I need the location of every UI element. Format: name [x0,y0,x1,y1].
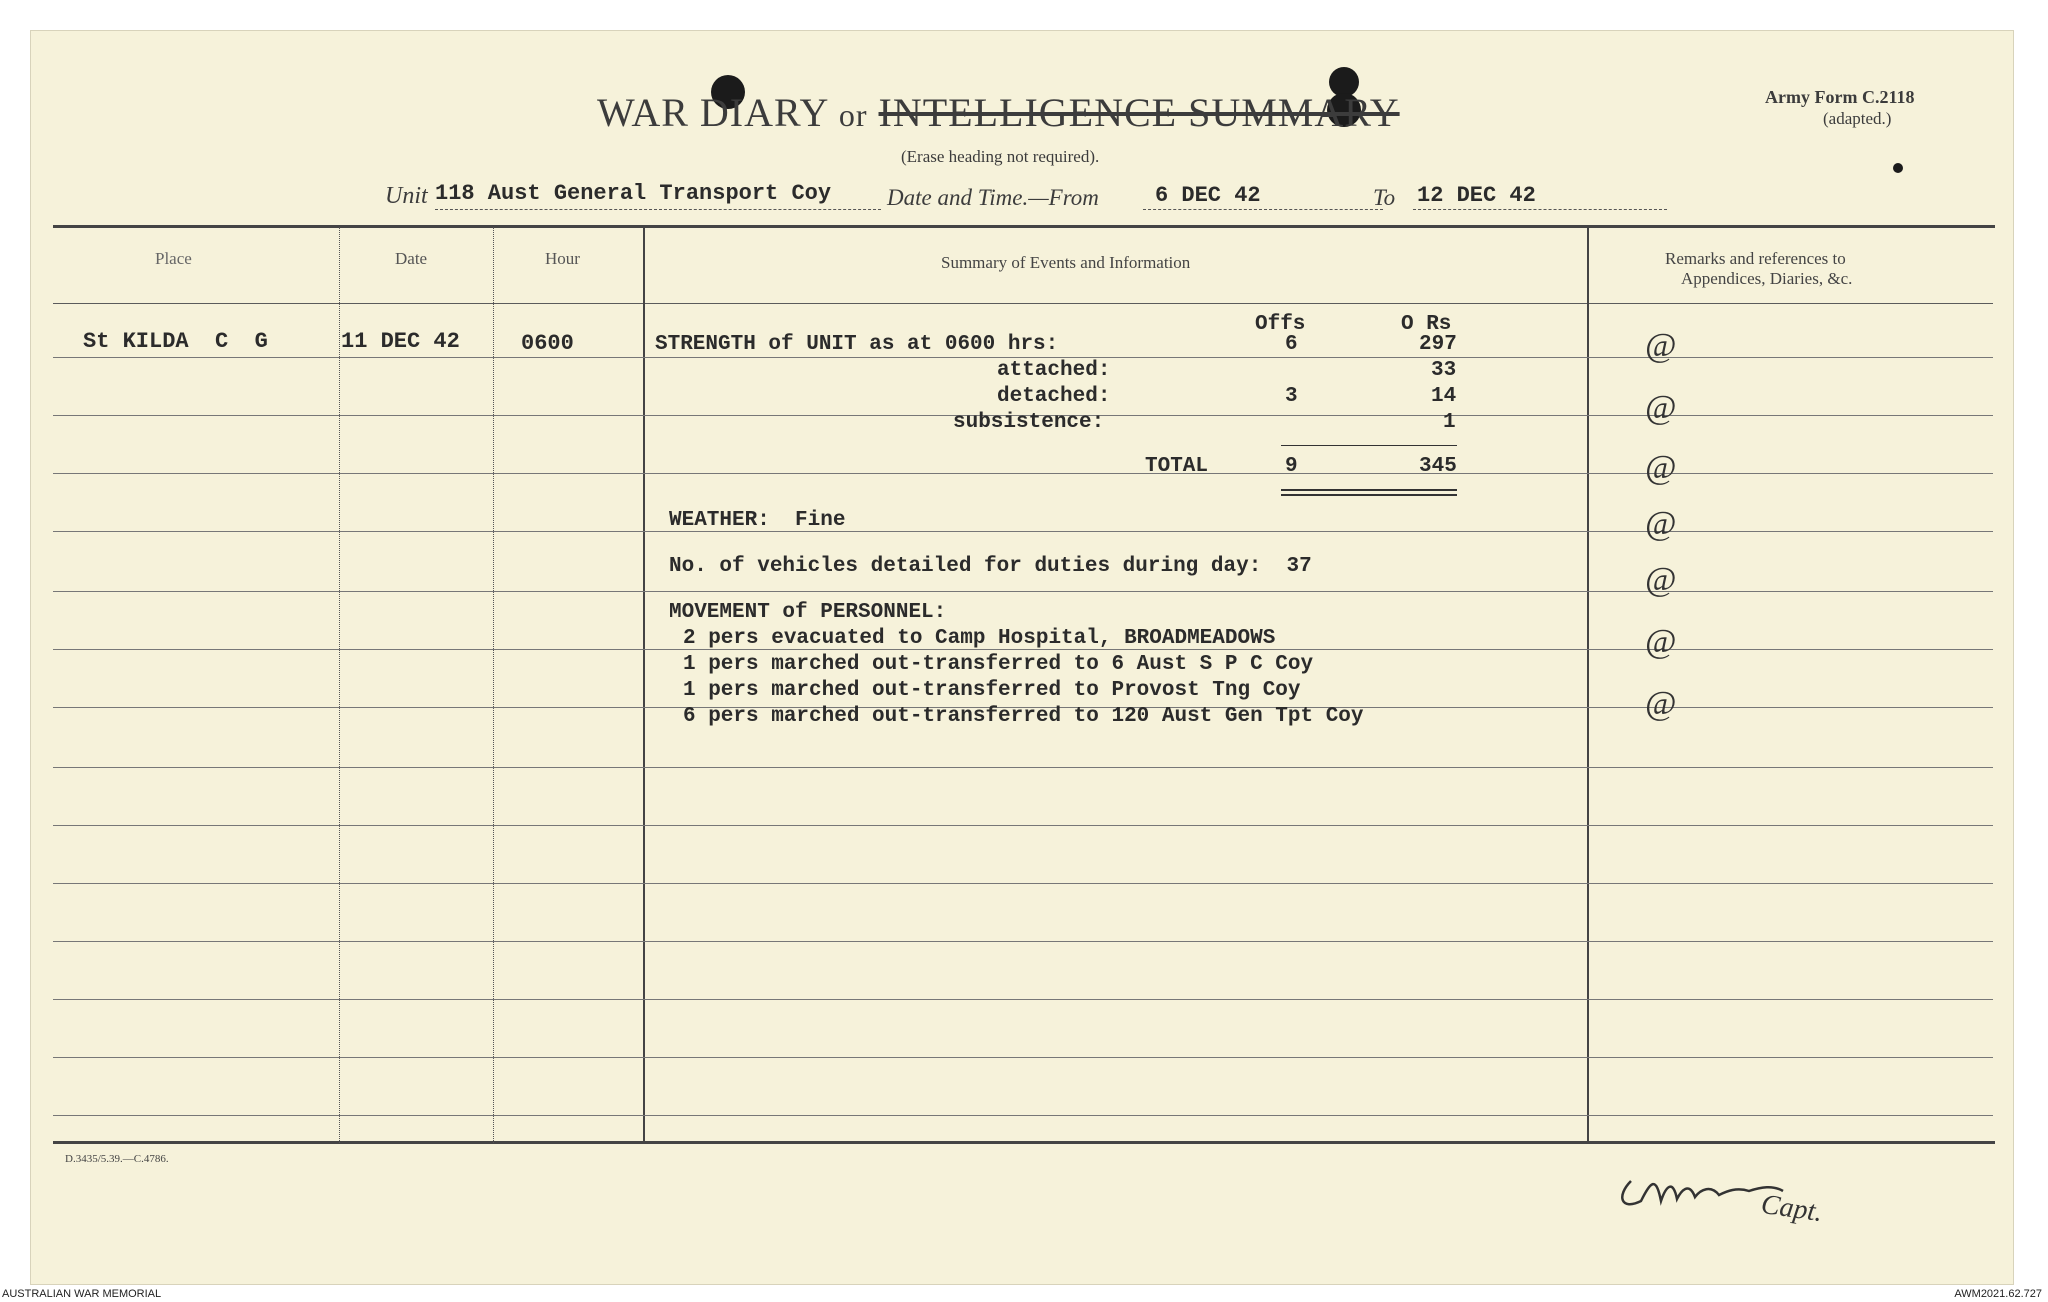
subsistence-ors: 1 [1443,411,1456,434]
signature-rank: Capt. [1759,1188,1825,1229]
title-or: or [838,97,868,133]
column-header-remarks-line2: Appendices, Diaries, &c. [1681,269,1853,288]
total-rule-double-1 [1281,489,1457,491]
entry-date: 11 DEC 42 [341,329,460,354]
strength-offs: 6 [1285,333,1298,356]
column-divider-place [339,227,341,1143]
attached-label: attached: [997,359,1111,382]
row-rule [53,999,1993,1000]
total-rule-top [1281,445,1457,446]
total-rule-double-2 [1281,494,1457,496]
remark-mark: @ [1645,449,1677,486]
entry-hour: 0600 [521,331,574,356]
row-rule [53,883,1993,884]
row-rule [53,767,1993,768]
to-date: 12 DEC 42 [1417,183,1536,208]
strength-label: STRENGTH of UNIT as at 0600 hrs: [655,333,1059,356]
row-rule [53,941,1993,942]
title-intelligence-summary: INTELLIGENCE SUMMARY [878,90,1400,135]
movement-line-2: 1 pers marched out-transferred to 6 Aust S P C Coy [683,653,1314,676]
remark-mark: @ [1645,561,1677,598]
subsistence-label: subsistence: [953,411,1105,434]
to-label: To [1373,185,1396,210]
vehicles-line: No. of vehicles detailed for duties during day: 37 [669,555,1312,578]
total-offs: 9 [1285,455,1298,478]
table-top-line [53,225,1995,228]
row-rule [53,591,1993,592]
ors-header: O Rs [1401,313,1452,336]
movement-line-1: 2 pers evacuated to Camp Hospital, BROADMEADOWS [683,627,1276,650]
from-date: 6 DEC 42 [1155,183,1261,208]
remark-mark: @ [1645,327,1677,364]
movement-title: MOVEMENT of PERSONNEL: [669,601,947,624]
punch-hole-small [1893,163,1903,173]
row-rule [53,531,1993,532]
total-ors: 345 [1419,455,1457,478]
table-bottom-line [53,1141,1995,1144]
column-header-summary: Summary of Events and Information [941,253,1191,272]
row-rule [53,1115,1993,1116]
total-label: TOTAL [1145,455,1209,478]
unit-label: Unit [385,183,428,209]
diary-sheet [30,30,2014,1285]
row-rule [53,825,1993,826]
unit-dotted-line [435,209,881,210]
adapted-label: (adapted.) [1823,109,1892,128]
from-dotted-line [1143,209,1383,210]
diary-title [597,89,1400,136]
attached-ors: 33 [1431,359,1457,382]
column-divider-date [493,227,495,1143]
footer-accession: AWM2021.62.727 [1954,1288,2042,1300]
row-rule [53,1057,1993,1058]
detached-offs: 3 [1285,385,1298,408]
detached-label: detached: [997,385,1111,408]
remark-mark: @ [1645,505,1677,542]
movement-line-4: 6 pers marched out-transferred to 120 Aust Gen Tpt Coy [683,705,1364,728]
row-rule [53,473,1993,474]
entry-place: St KILDA C G [83,329,268,354]
army-form-label: Army Form C.2118 [1765,87,1915,107]
header-bottom-line [53,303,1993,304]
remark-mark: @ [1645,623,1677,660]
form-code: D.3435/5.39.—C.4786. [65,1153,169,1165]
offs-header: Offs [1255,313,1306,336]
unit-value: 118 Aust General Transport Coy [435,181,832,206]
footer-source: AUSTRALIAN WAR MEMORIAL [2,1288,162,1300]
movement-line-3: 1 pers marched out-transferred to Provost Tng Coy [683,679,1301,702]
column-divider-summary [1587,227,1589,1143]
detached-ors: 14 [1431,385,1457,408]
column-header-place: Place [155,249,192,268]
weather-line: WEATHER: Fine [669,509,846,532]
to-dotted-line [1413,209,1667,210]
column-header-hour: Hour [545,249,580,268]
strength-ors: 297 [1419,333,1457,356]
row-rule [53,357,1993,358]
title-war-diary: WAR DIARY [597,90,828,135]
column-header-date: Date [395,249,428,268]
erase-note: (Erase heading not required). [901,147,1100,166]
column-divider-hour [643,227,645,1143]
remark-mark: @ [1645,389,1677,426]
column-header-remarks-line1: Remarks and references to [1665,249,1846,268]
date-time-label: Date and Time.—From [887,185,1099,210]
remark-mark: @ [1645,685,1677,722]
